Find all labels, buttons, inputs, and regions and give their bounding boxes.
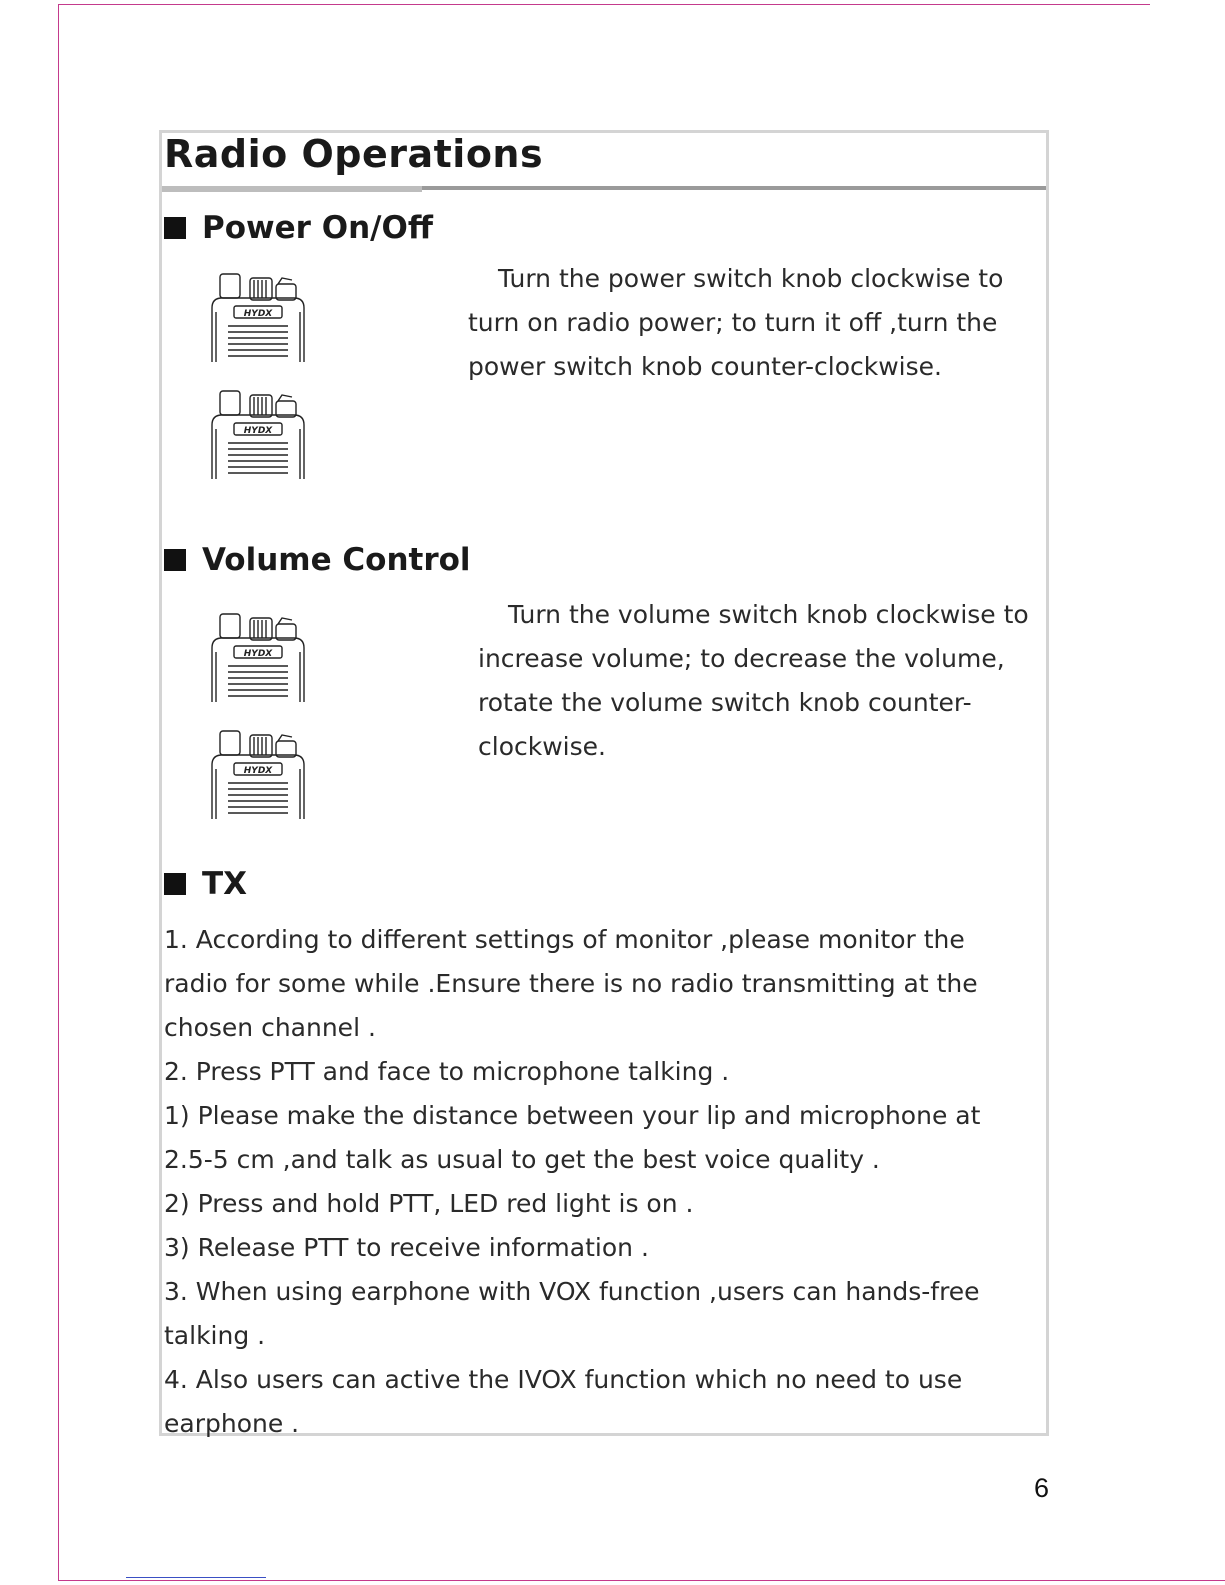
instruction-line: earphone .	[164, 1409, 300, 1438]
two-way-radio-icon	[208, 729, 308, 819]
trim-line-bottom-accent	[126, 1577, 266, 1578]
instruction-line: radio for some while .Ensure there is no radio transmitting at the	[164, 969, 978, 998]
paragraph-line: increase volume; to decrease the volume,	[478, 644, 1005, 673]
instruction-line: chosen channel .	[164, 1013, 376, 1042]
instruction-line: 2) Press and hold PTT, LED red light is on .	[164, 1189, 694, 1218]
instruction-line: 4. Also users can active the IVOX function which no need to use	[164, 1365, 963, 1394]
svg-text:HYDX: HYDX	[243, 309, 273, 319]
paragraph-line: power switch knob counter-clockwise.	[468, 352, 942, 381]
section-heading-power	[164, 210, 433, 246]
instruction-line: 2. Press PTT and face to microphone talking .	[164, 1057, 730, 1086]
page-title: Radio Operations	[164, 132, 544, 176]
svg-text:HYDX: HYDX	[243, 766, 273, 776]
title-underline-accent	[162, 186, 422, 192]
svg-text:HYDX: HYDX	[243, 649, 273, 659]
instruction-line: 3. When using earphone with VOX function ,users can hands-free	[164, 1277, 980, 1306]
instruction-line: 2.5-5 cm ,and talk as usual to get the best voice quality .	[164, 1145, 880, 1174]
section-heading-volume	[164, 542, 471, 578]
section-heading-power-label: Power On/Off	[202, 210, 433, 246]
page-number: 6	[1034, 1473, 1050, 1503]
square-bullet-icon	[164, 549, 186, 571]
instruction-line: talking .	[164, 1321, 266, 1350]
paragraph-line: turn on radio power; to turn it off ,turn the	[468, 308, 998, 337]
trim-line-left	[58, 4, 59, 1581]
two-way-radio-icon	[208, 612, 308, 702]
tx-instructions	[164, 918, 1034, 1446]
instruction-line: 3) Release PTT to receive information .	[164, 1233, 649, 1262]
svg-text:HYDX: HYDX	[243, 426, 273, 436]
trim-line-bottom	[58, 1580, 1225, 1581]
paragraph-line: rotate the volume switch knob counter-	[478, 688, 972, 717]
paragraph-line: Turn the volume switch knob clockwise to	[508, 600, 1029, 629]
volume-description	[478, 593, 1068, 769]
instruction-line: 1. According to different settings of monitor ,please monitor the	[164, 925, 965, 954]
instruction-line: 1) Please make the distance between your lip and microphone at	[164, 1101, 981, 1130]
two-way-radio-icon	[208, 389, 308, 479]
section-heading-tx-label: TX	[202, 866, 248, 902]
paragraph-line: clockwise.	[478, 732, 606, 761]
section-heading-volume-label: Volume Control	[202, 542, 471, 578]
power-description	[468, 257, 1048, 389]
section-heading-tx	[164, 866, 247, 902]
trim-line-top	[58, 4, 1150, 5]
square-bullet-icon	[164, 217, 186, 239]
two-way-radio-icon	[208, 272, 308, 362]
square-bullet-icon	[164, 873, 186, 895]
paragraph-line: Turn the power switch knob clockwise to	[498, 264, 1004, 293]
